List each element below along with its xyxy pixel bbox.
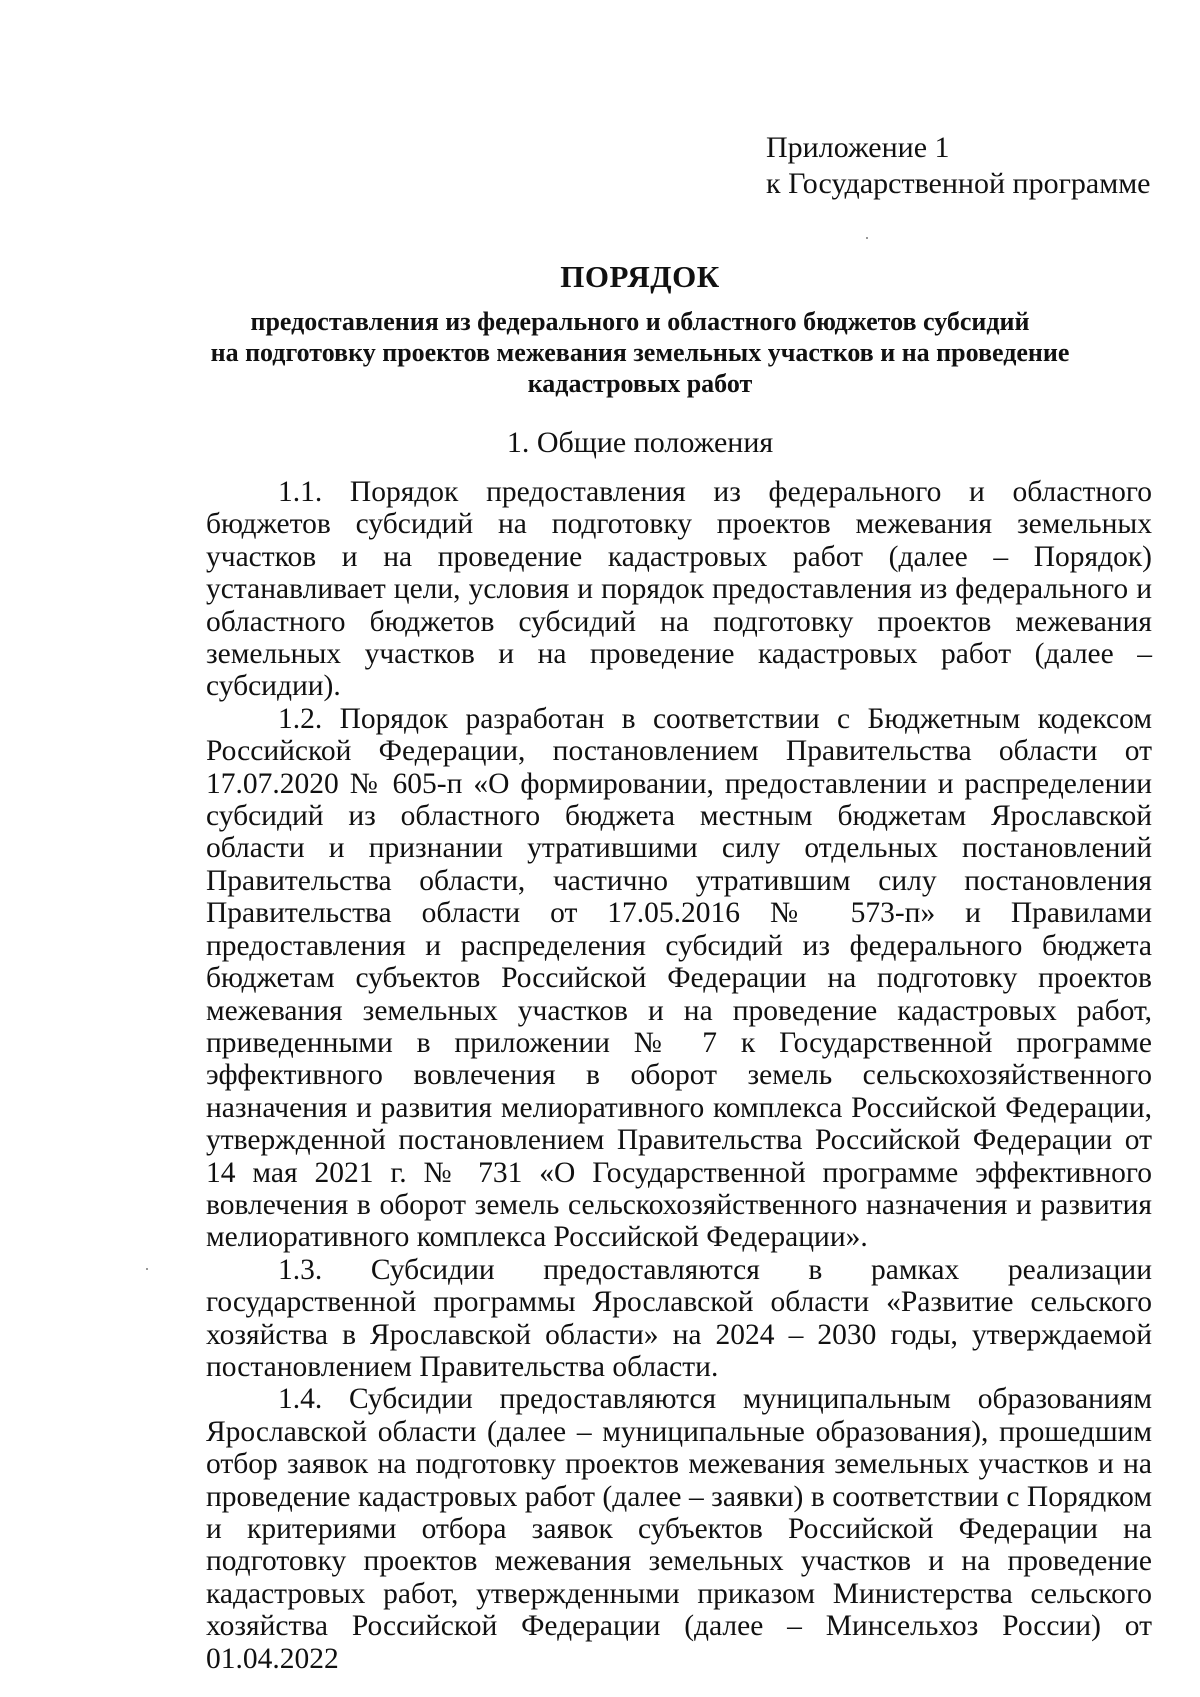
section-body xyxy=(206,476,1152,1675)
title-subtitle-line-3: кадастровых работ xyxy=(527,369,753,398)
paragraph-1-2: 1.2. Порядок разработан в соответствии с Бюджетным кодексом Российской Федерации, постановлением Правительства области от 17.07.2020 № 605-п «О формировании, предоставлении и распределении субсидий из областного бюджета местным бюджетам Ярославской области и признании утратившими силу отдельных постановлений Правительства области, частично утратившим силу постановления Правительства области от 17.05.2016 № 573-п» и Правилами предоставления и распределения субсидий из федерального бюджета бюджетам субъектов Российской Федерации на подготовку проектов межевания земельных участков и на проведение кадастровых работ, приведенными в приложении № 7 к Государственной программе эффективного вовлечения в оборот земель сельскохозяйственного назначения и развития мелиоративного комплекса Российской Федерации, утвержденной постановлением Правительства Российской Федерации от 14 мая 2021 г. № 731 «О Государственной программе эффективного вовлечения в оборот земель сельскохозяйственного назначения и развития мелиоративного комплекса Российской Федерации». xyxy=(206,702,1152,1254)
section-heading: 1. Общие положения xyxy=(506,426,774,459)
paragraph-1-1: 1.1. Порядок предоставления из федерального и областного бюджетов субсидий на подготовку проектов межевания земельных участков и на проведение кадастровых работ (далее – Порядок) устанавливает цели, условия и порядок предоставления из федерального и областного бюджетов субсидий на подготовку проектов межевания земельных участков и на проведение кадастровых работ (далее – субсидии). xyxy=(206,476,1152,703)
title-main: ПОРЯДОК xyxy=(560,259,720,294)
appendix-line-2: к Государственной программе xyxy=(766,167,1151,200)
title-subtitle xyxy=(160,306,1120,399)
appendix-note xyxy=(766,130,1151,202)
appendix-line-1: Приложение 1 xyxy=(766,131,950,164)
scan-speck xyxy=(866,237,868,239)
title-subtitle-line-1: предоставления из федерального и областного бюджетов субсидий xyxy=(250,307,1030,336)
paragraph-1-4: 1.4. Субсидии предоставляются муниципальным образованиям Ярославской области (далее – муниципальные образования), прошедшим отбор заявок на подготовку проектов межевания земельных участков и на проведение кадастровых работ (далее – заявки) в соответствии с Порядком и критериями отбора заявок субъектов Российской Федерации на подготовку проектов межевания земельных участков и на проведение кадастровых работ, утвержденными приказом Министерства сельского хозяйства Российской Федерации (далее – Минсельхоз России) от 01.04.2022 xyxy=(206,1383,1152,1675)
paragraph-1-3: 1.3. Субсидии предоставляются в рамках реализации государственной программы Ярославской области «Развитие сельского хозяйства в Ярославской области» на 2024 – 2030 годы, утверждаемой постановлением Правительства области. xyxy=(206,1253,1152,1383)
document-title xyxy=(160,258,1120,399)
scan-speck xyxy=(146,1268,148,1270)
title-subtitle-line-2: на подготовку проектов межевания земельных участков и на проведение xyxy=(210,338,1070,367)
